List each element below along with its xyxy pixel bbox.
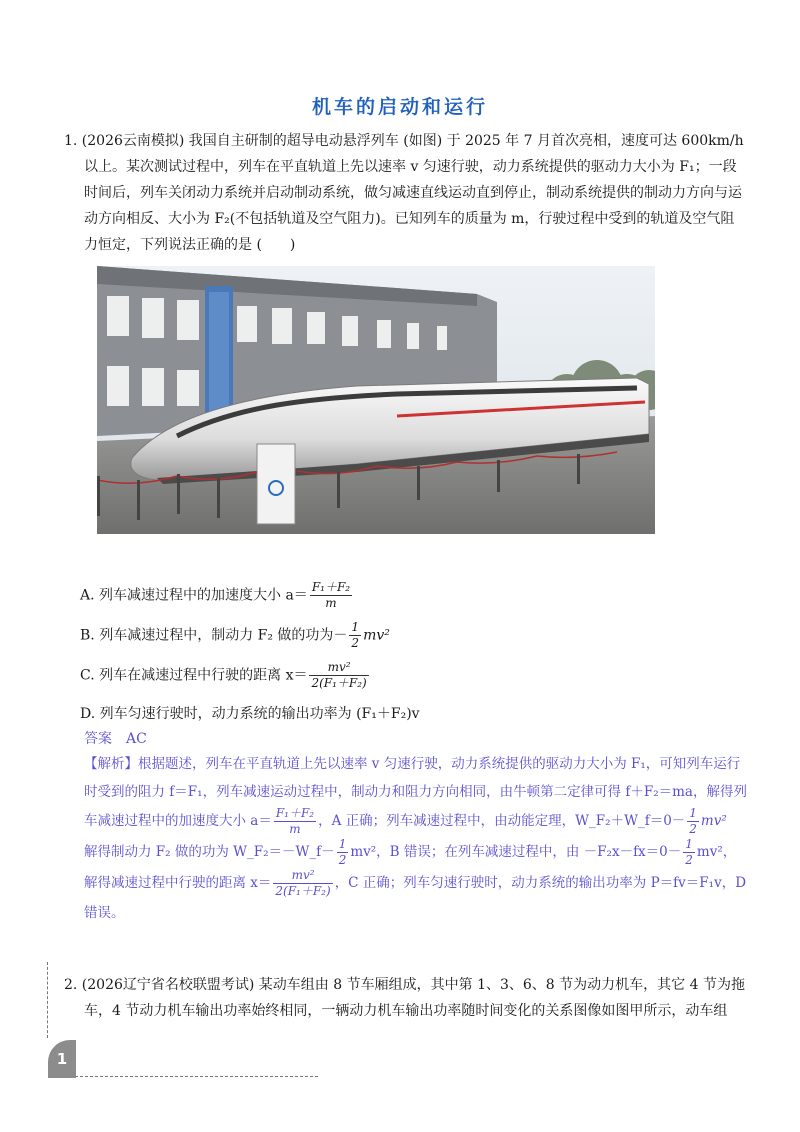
solution-text: 解得制动力 F₂ 做的功为 W_F₂＝－W_f－ bbox=[84, 844, 335, 860]
fraction bbox=[273, 868, 332, 899]
solution-block bbox=[84, 750, 748, 927]
solution-text: mv² bbox=[700, 813, 727, 829]
fraction bbox=[309, 660, 368, 691]
option-c-text: C. 列车在减速过程中行驶的距离 x＝ bbox=[80, 667, 308, 684]
fraction-denominator: 2 bbox=[351, 636, 360, 650]
fraction bbox=[310, 580, 352, 611]
fraction-numerator: F₁＋F₂ bbox=[311, 580, 351, 594]
fraction-numerator: mv² bbox=[309, 660, 368, 676]
option-b bbox=[80, 620, 390, 651]
maglev-train-illustration bbox=[97, 266, 655, 534]
fraction-numerator: mv² bbox=[273, 868, 332, 884]
option-c bbox=[80, 660, 371, 691]
fraction-denominator: 2 bbox=[338, 853, 347, 867]
solution-text: mv²，解得减速过程中行驶的距离 x＝ bbox=[84, 844, 737, 891]
fraction-denominator: m bbox=[289, 822, 301, 836]
fraction-denominator: m bbox=[325, 596, 337, 610]
fraction-denominator: 2(F₁＋F₂) bbox=[311, 676, 367, 690]
solution-text: ，A 正确；列车减速过程中，由动能定理，W_F₂＋W_f＝0－ bbox=[318, 813, 686, 829]
fraction-denominator: 2(F₁＋F₂) bbox=[275, 884, 331, 898]
fraction bbox=[687, 806, 699, 837]
fraction-numerator: F₁＋F₂ bbox=[275, 806, 315, 820]
option-a bbox=[80, 580, 354, 611]
fraction-denominator: 2 bbox=[685, 853, 693, 867]
question-1-text: 1. (2026云南模拟) 我国自主研制的超导电动悬浮列车 (如图) 于 2025 年 7 月首次亮相，速度可达 600km/h 以上。某次测试过程中，列车在平直轨道上先以速率 v 匀速行驶，动力系统提供的驱动力大小为 F₁；一段时间后，列车关闭动力系统并启动制动系统，做匀减速直线运动直到停止，制动系统提供的制动力方向与运动方向相反、大小为 F₂(不包括轨道及空气阻力)。已知列车的质量为 m，行驶过程中受到的轨道及空气阻力恒定，下列说法正确的是 ( ) bbox=[64, 133, 744, 253]
page-title: 机车的启动和运行 bbox=[311, 96, 488, 118]
option-a-text: A. 列车减速过程中的加速度大小 a＝ bbox=[80, 587, 308, 604]
fraction-numerator: 1 bbox=[685, 837, 693, 851]
fraction-numerator: 1 bbox=[351, 620, 360, 634]
solution-text: mv²，B 错误；在列车减速过程中，由 －F₂x－fx＝0－ bbox=[350, 844, 682, 860]
page-number: 1 bbox=[48, 1040, 76, 1078]
solution-paragraph-1 bbox=[84, 750, 748, 837]
solution-paragraph-2 bbox=[84, 837, 748, 927]
option-b-text: B. 列车减速过程中，制动力 F₂ 做的功为－ bbox=[80, 627, 348, 644]
option-d-text: D. 列车匀速行驶时，动力系统的输出功率为 (F₁＋F₂)v bbox=[80, 706, 420, 722]
footer-dashed-line bbox=[70, 1076, 318, 1077]
margin-dashed-line bbox=[47, 962, 48, 1038]
fraction bbox=[274, 806, 316, 837]
question-2-text: 2. (2026辽宁省名校联盟考试) 某动车组由 8 节车厢组成，其中第 1、3、6、8 节为动力机车，其它 4 节为拖车，4 节动力机车输出功率始终相同，一辆动力机车输出功率随时间变化的关系图像如图甲所示，动车组 bbox=[64, 977, 745, 1019]
maglev-train-photo bbox=[97, 266, 655, 534]
fraction-denominator: 2 bbox=[689, 822, 697, 836]
option-d bbox=[80, 702, 420, 726]
option-b-suffix: mv² bbox=[363, 627, 390, 644]
fraction-numerator: 1 bbox=[689, 806, 697, 820]
answer-line: 答案 AC bbox=[84, 731, 147, 747]
fraction-numerator: 1 bbox=[338, 837, 347, 851]
solution-text: 【解析】根据题述，列车在平直轨道上先以速率 v 匀速行驶，动力系统提供的驱动力大小为 F₁，可知列车运行时受到的阻力 f＝F₁，列车减速运动过程中，制动力和阻力方向相同，由牛顿第二定律可得 f＋F₂＝ma，解得列车减速过程中的加速度大小 a＝ bbox=[84, 756, 747, 829]
fraction bbox=[337, 837, 349, 868]
fraction bbox=[349, 620, 361, 651]
solution-text: ，C 正确；列车匀速行驶时，动力系统的输出功率为 P＝fv＝F₁v，D 错误。 bbox=[84, 875, 747, 921]
question-2 bbox=[64, 972, 748, 1024]
question-1 bbox=[64, 128, 748, 258]
fraction bbox=[683, 837, 695, 868]
